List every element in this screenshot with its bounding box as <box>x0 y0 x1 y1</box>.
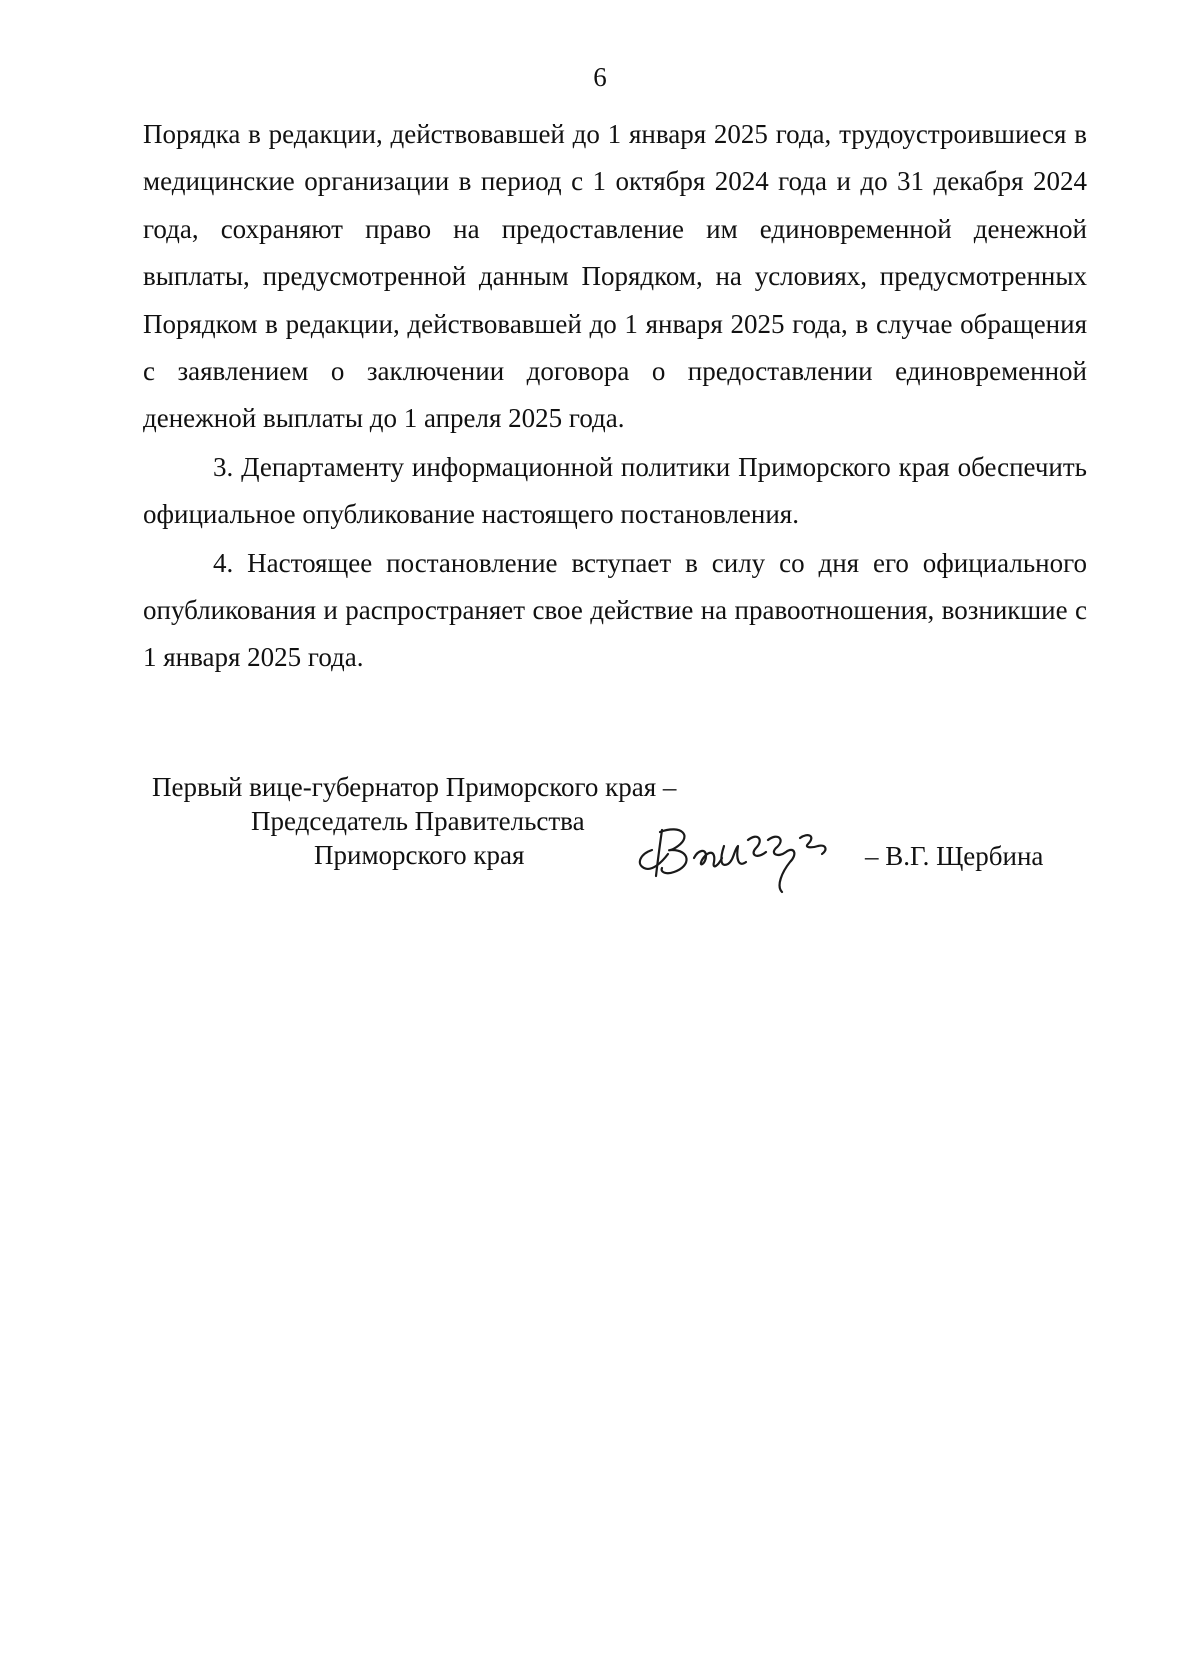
page-number: 6 <box>593 62 607 92</box>
signature-block <box>152 770 1082 900</box>
paragraph-3: 3. Департаменту информационной политики Приморского края обеспечить официальное опубликование настоящего постановления. <box>143 451 1087 530</box>
signer-name: – В.Г. Щербина <box>865 841 1044 871</box>
paragraph-4: 4. Настоящее постановление вступает в силу со дня его официального опубликования и распространяет свое действие на правоотношения, возникшие с 1 января 2025 года. <box>143 547 1087 673</box>
handwritten-signature <box>622 810 852 900</box>
signer-title-line-1: Первый вице-губернатор Приморского края – <box>152 772 677 802</box>
document-body <box>143 111 1087 682</box>
paragraph-continuation: Порядка в редакции, действовавшей до 1 января 2025 года, трудоустроившиеся в медицинские организации в период с 1 октября 2024 года и до 31 декабря 2024 года, сохраняют право на предоставление им единовременной денежной выплаты, предусмотренной данным Порядком, на условиях, предусмотренных Порядком в редакции, действовавшей до 1 января 2025 года, в случае обращения с заявлением о заключении договора о предоставлении единовременной денежной выплаты до 1 апреля 2025 года. <box>143 119 1087 434</box>
signer-title-line-3: Приморского края <box>314 840 525 870</box>
signer-title-line-2: Председатель Правительства <box>251 806 585 836</box>
